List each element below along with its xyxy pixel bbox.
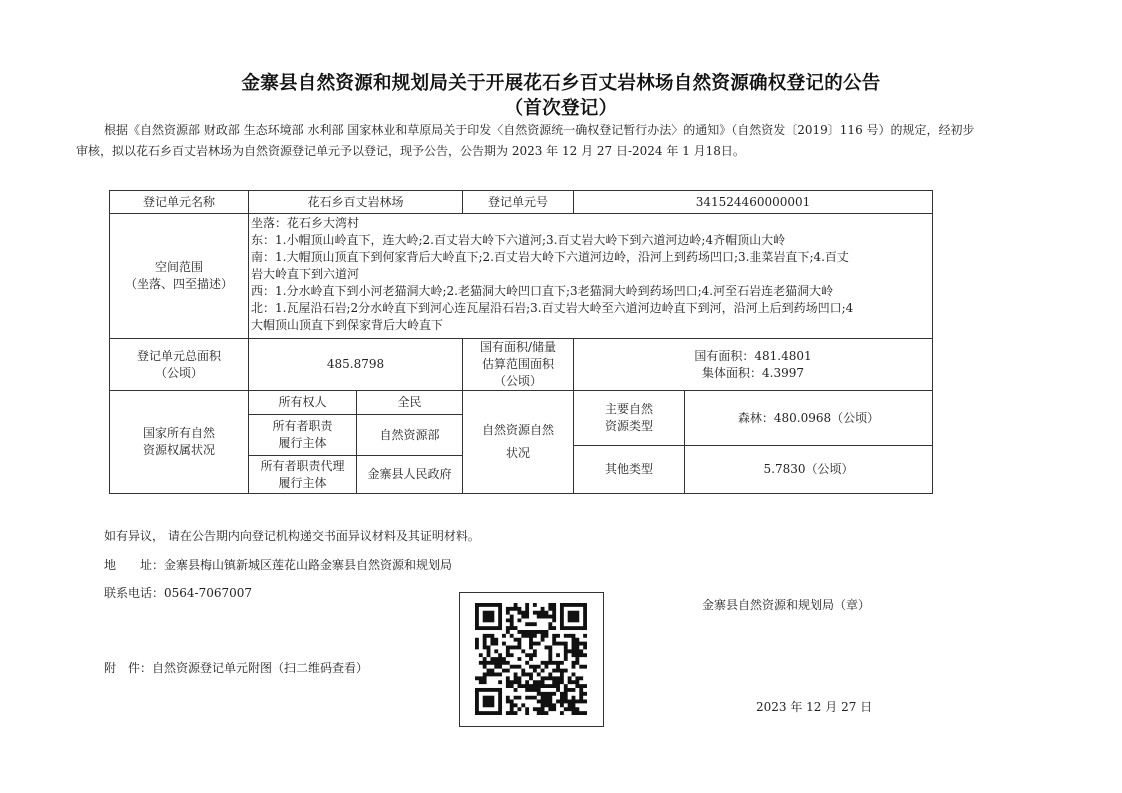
proxy-label: 履行主体 — [278, 475, 327, 490]
owner: 全民 — [357, 391, 463, 415]
collective-area: 集体面积：4.3997 — [702, 365, 805, 380]
state-area: 国有面积：481.4801 — [694, 348, 812, 363]
total-area-label: 登记单元总面积 — [136, 348, 221, 363]
address-label: 地 址： — [104, 558, 165, 572]
attachment: 自然资源登记单元附图（扫二维码查看） — [152, 661, 369, 675]
qr-code-box — [459, 592, 604, 727]
scope-line: 西：1.分水岭直下到小河老猫洞大岭;2.老猫洞大岭凹口直下;3老猫洞大岭到药场凹口;4.河至石岩连老猫洞大岭 — [251, 284, 834, 298]
scope-line: 北：1.瓦屋沿石岩;2分水岭直下到河心连瓦屋沿石岩;3.百丈岩大岭至六道河边岭直下到河，沿河上后到药场凹口;4 — [251, 301, 854, 315]
objection-note: 如有异议， 请在公告期内向登记机构递交书面异议材料及其证明材料。 — [104, 529, 480, 543]
total-area-label-cell — [110, 339, 249, 391]
attachment-line — [104, 659, 368, 676]
phone: 0564-7067007 — [164, 586, 253, 600]
unit-no-label: 登记单元号 — [463, 191, 574, 214]
scope-label-sub: （坐落、四至描述） — [124, 277, 233, 291]
scope-label-cell — [110, 214, 249, 339]
proxy-label-cell — [249, 456, 357, 494]
phone-line — [104, 584, 252, 601]
state-area-label: 国有面积/储量 — [479, 340, 557, 354]
address-line — [104, 556, 452, 573]
phone-label: 联系电话： — [104, 586, 165, 600]
state-area-label: 估算范围面积 — [482, 357, 555, 371]
issuer: 金寨县自然资源和规划局（章） — [702, 598, 871, 612]
total-area: 485.8798 — [249, 339, 463, 391]
main-type-label: 主要自然 — [605, 402, 654, 416]
ownership-label: 国家所有自然 — [142, 426, 215, 440]
table-row — [110, 391, 933, 415]
table-row — [110, 191, 933, 214]
area-values-cell — [574, 339, 933, 391]
proxy-label: 所有者职责代理 — [260, 458, 345, 473]
owner-label: 所有权人 — [249, 391, 357, 415]
scope-line: 大帽顶山顶直下到保家背后大岭直下 — [251, 318, 444, 332]
main-type-label-cell — [574, 391, 685, 446]
intro-paragraph: 根据《自然资源部 财政部 生态环境部 水利部 国家林业和草原局关于印发〈自然资源统一确权登记暂行办法〉的通知》（自然资发〔2019〕116 号）的规定，经初步审核，拟以花石乡百丈岩林场为自然资源登记单元予以登记，现予公告，公告期为 2023 年 12 月 27 日-2024 年 1 月18日。 — [76, 123, 975, 158]
notice-title: 金寨县自然资源和规划局关于开展花石乡百丈岩林场自然资源确权登记的公告 — [241, 73, 881, 94]
issue-date: 2023 年 12 月 27 日 — [756, 700, 873, 714]
unit-no: 341524460000001 — [574, 191, 933, 214]
scope-label: 空间范围 — [154, 260, 203, 274]
duty-value: 自然资源部 — [357, 415, 463, 456]
duty-label-cell — [249, 415, 357, 456]
table-row — [110, 214, 933, 339]
scope-description — [249, 214, 933, 339]
table-row — [110, 339, 933, 391]
duty-label: 履行主体 — [278, 436, 327, 450]
notice-subtitle: （首次登记） — [504, 98, 618, 119]
main-type-label: 资源类型 — [605, 419, 654, 433]
ownership-label-cell — [110, 391, 249, 494]
status-label: 状况 — [506, 446, 531, 460]
unit-name: 花石乡百丈岩林场 — [249, 191, 463, 214]
other-type-value: 5.7830（公顷） — [685, 446, 933, 494]
scope-line: 坐落：花石乡大湾村 — [251, 216, 360, 230]
scope-line: 南：1.大帽顶山顶直下到何家背后大岭直下;2.百丈岩大岭下六道河边岭，沿河上到药场凹口;3.韭菜岩直下;4.百丈 — [251, 250, 849, 264]
status-label: 自然资源自然 — [482, 423, 555, 437]
qr-code-icon[interactable] — [475, 603, 587, 715]
scope-line: 东：1.小帽顶山岭直下，连大岭;2.百丈岩大岭下六道河;3.百丈岩大岭下到六道河边岭;4齐帽顶山大岭 — [251, 233, 786, 247]
proxy-value: 金寨县人民政府 — [357, 456, 463, 494]
state-area-label: （公顷） — [494, 374, 543, 388]
unit-name-label: 登记单元名称 — [110, 191, 249, 214]
total-area-unit: （公顷） — [154, 365, 203, 380]
address: 金寨县梅山镇新城区莲花山路金寨县自然资源和规划局 — [164, 558, 453, 572]
other-type-label: 其他类型 — [574, 446, 685, 494]
main-type-value: 森林：480.0968（公顷） — [685, 391, 933, 446]
registration-table — [109, 190, 933, 494]
status-label-cell — [463, 391, 574, 494]
ownership-label: 资源权属状况 — [142, 443, 215, 457]
state-area-label-cell — [463, 339, 574, 391]
attachment-label: 附 件： — [104, 661, 153, 675]
duty-label: 所有者职责 — [272, 419, 333, 433]
scope-line: 岩大岭直下到六道河 — [251, 267, 360, 281]
